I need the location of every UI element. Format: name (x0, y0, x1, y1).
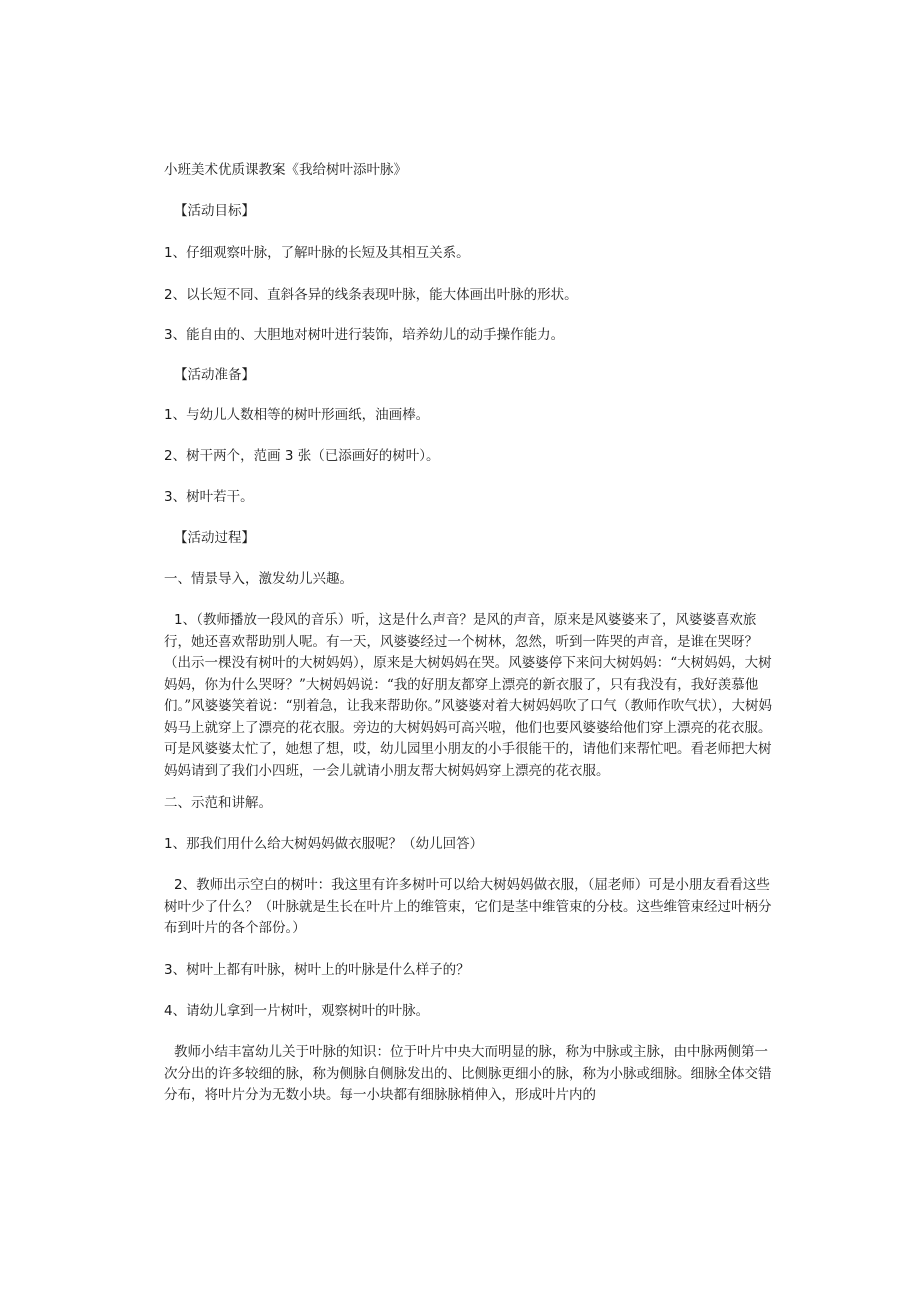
story-num: 1 (174, 612, 183, 628)
section-1-heading: 一、情景导入，激发幼儿兴趣。 (164, 571, 353, 587)
question-text: 、请幼儿拿到一片树叶，观察树叶的叶脉。 (172, 1003, 430, 1019)
summary-text: 教师小结丰富幼儿关于叶脉的知识：位于叶片中央大而明显的脉，称为中脉或主脉，由中脉两侧第一次分出的许多较细的脉，称为侧脉自侧脉发出的、比侧脉更细小的脉，称为小脉或细脉。细脉全体交错分布，将叶片分为无数小块。每一小块都有细脉脉梢伸入，形成叶片内的 (164, 1044, 772, 1103)
story-paragraph (164, 610, 774, 782)
prep-count: 3 (284, 448, 294, 464)
question-text: 、教师出示空白的树叶：我这里有许多树叶可以给大树妈妈做衣服，（屈老师）可是小朋友看看这些树叶少了什么？（叶脉就是生长在叶片上的维管束，它们是茎中维管束的分枝。这些维管束经过叶柄分布到叶片的各个部份。） (164, 877, 772, 936)
question-3 (164, 960, 470, 981)
question-text: 、树叶上都有叶脉，树叶上的叶脉是什么样子的？ (172, 962, 470, 978)
goal-item-2 (164, 285, 578, 306)
question-2 (164, 875, 774, 940)
process-heading: 【活动过程】 (174, 530, 255, 546)
prep-item-1 (164, 405, 429, 426)
prep-text: 、树干两个，范画 (172, 448, 285, 464)
goal-heading: 【活动目标】 (174, 203, 255, 219)
goal-num: 1 (164, 245, 173, 261)
prep-item-2 (164, 446, 440, 467)
question-1 (164, 834, 483, 855)
goal-item-1 (164, 243, 470, 264)
goal-item-3 (164, 325, 564, 346)
question-num: 1 (164, 836, 173, 852)
prep-heading: 【活动准备】 (174, 367, 255, 383)
question-num: 4 (164, 1003, 173, 1019)
question-num: 3 (164, 962, 173, 978)
question-num: 2 (174, 877, 183, 893)
goal-text: 、以长短不同、直斜各异的线条表现叶脉，能大体画出叶脉的形状。 (172, 287, 578, 303)
goal-text: 、仔细观察叶脉，了解叶脉的长短及其相互关系。 (172, 245, 470, 261)
prep-num: 3 (164, 489, 173, 505)
story-text: 、（教师播放一段风的音乐）听，这是什么声音？是风的声音，原来是风婆婆来了，风婆婆喜欢旅行，她还喜欢帮助别人呢。有一天，风婆婆经过一个树林，忽然，听到一阵哭的声音，是谁在哭呀？（出示一棵没有树叶的大树妈妈），原来是大树妈妈在哭。风婆婆停下来问大树妈妈：“大树妈妈，大树妈妈，你为什么哭呀？”大树妈妈说：“我的好朋友都穿上漂亮的新衣服了，只有我没有，我好羡慕他们。”风婆婆笑着说：“别着急，让我来帮助你。”风婆婆对着大树妈妈吹了口气（教师作吹气状），大树妈妈马上就穿上了漂亮的花衣服。旁边的大树妈妈可高兴啦，他们也要风婆婆给他们穿上漂亮的花衣服。可是风婆婆太忙了，她想了想，哎，幼儿园里小朋友的小手很能干的，请他们来帮忙吧。看老师把大树妈妈请到了我们小四班，一会儿就请小朋友帮大树妈妈穿上漂亮的花衣服。 (164, 612, 772, 779)
prep-num: 1 (164, 407, 173, 423)
doc-title: 小班美术优质课教案《我给树叶添叶脉》 (164, 162, 407, 178)
prep-num: 2 (164, 448, 173, 464)
goal-num: 3 (164, 327, 173, 343)
prep-text: 张（已添画好的树叶）。 (293, 448, 440, 464)
goal-num: 2 (164, 287, 173, 303)
prep-text: 、树叶若干。 (172, 489, 254, 505)
question-4 (164, 1001, 429, 1022)
prep-item-3 (164, 487, 254, 508)
section-2-heading: 二、示范和讲解。 (164, 795, 272, 811)
goal-text: 、能自由的、大胆地对树叶进行装饰，培养幼儿的动手操作能力。 (172, 327, 565, 343)
question-text: 、那我们用什么给大树妈妈做衣服呢？（幼儿回答） (172, 836, 484, 852)
summary-paragraph (164, 1042, 774, 1107)
prep-text: 、与幼儿人数相等的树叶形画纸，油画棒。 (172, 407, 430, 423)
